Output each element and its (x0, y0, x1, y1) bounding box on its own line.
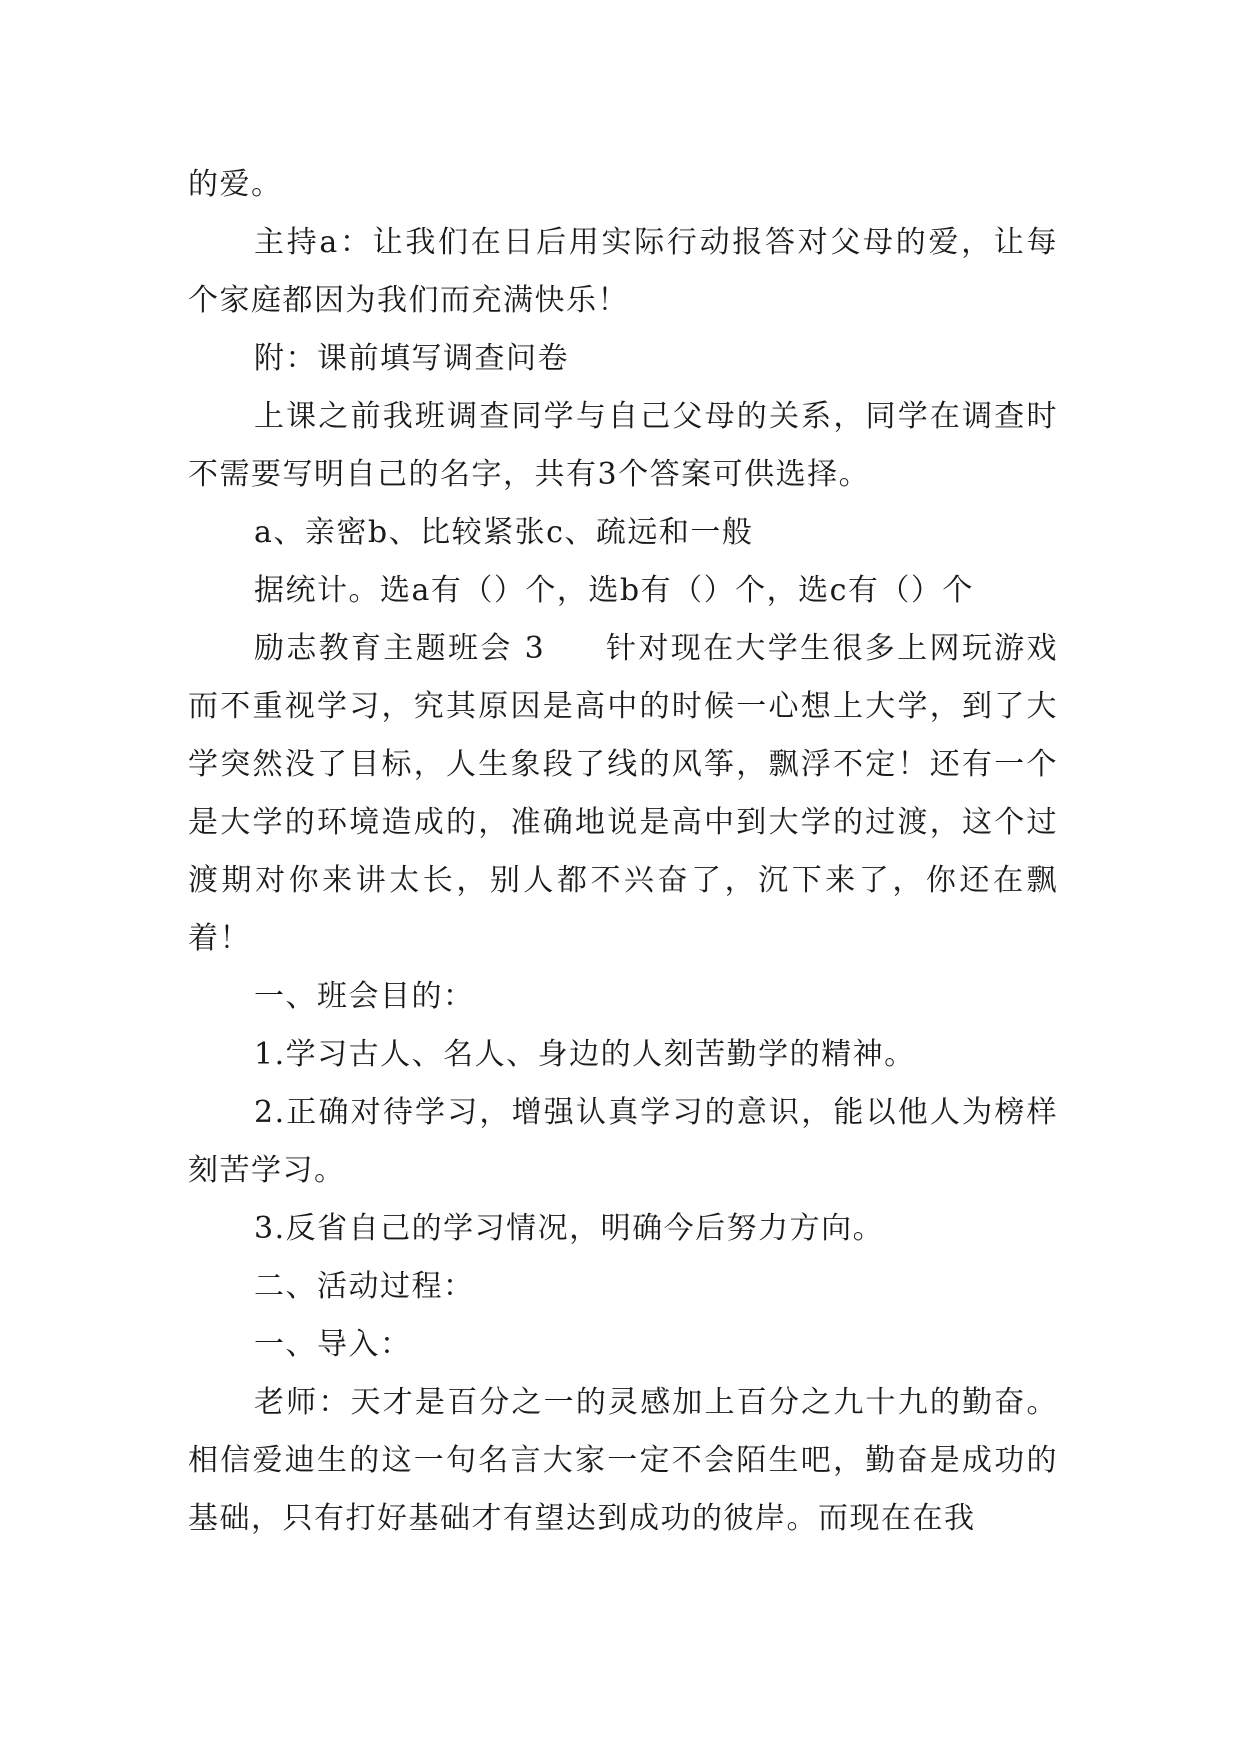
paragraph-10: 3.反省自己的学习情况，明确今后努力方向。 (254, 1211, 885, 1246)
document-page (188, 156, 1058, 1548)
paragraph-0: 的爱。 (188, 167, 283, 202)
paragraph-11: 二、活动过程： (254, 1269, 475, 1304)
paragraph-9: 2.正确对待学习，增强认真学习的意识，能以他人为榜样刻苦学习。 (188, 1095, 1058, 1188)
section-body: 针对现在大学生很多上网玩游戏而不重视学习，究其原因是高中的时候一心想上大学，到了大学突然没了目标，人生象段了线的风筝，飘浮不定！还有一个是大学的环境造成的，准确地说是高中到大学的过渡，这个过渡期对你来讲太长，别人都不兴奋了，沉下来了，你还在飘着！ (188, 631, 1059, 956)
paragraph-1: 主持a：让我们在日后用实际行动报答对父母的爱，让每个家庭都因为我们而充满快乐！ (188, 225, 1058, 318)
section-heading: 励志教育主题班会 3 (254, 631, 546, 666)
paragraph-5: 据统计。选a有（）个，选b有（）个，选c有（）个 (254, 573, 974, 608)
paragraph-3: 上课之前我班调查同学与自己父母的关系，同学在调查时不需要写明自己的名字，共有3个答案可供选择。 (188, 399, 1058, 492)
paragraph-8: 1.学习古人、名人、身边的人刻苦勤学的精神。 (254, 1037, 916, 1072)
paragraph-7: 一、班会目的： (254, 979, 475, 1014)
paragraph-13: 老师：天才是百分之一的灵感加上百分之九十九的勤奋。相信爱迪生的这一句名言大家一定不会陌生吧，勤奋是成功的基础，只有打好基础才有望达到成功的彼岸。而现在在我 (188, 1385, 1058, 1536)
paragraph-6 (188, 620, 1058, 968)
paragraph-12: 一、导入： (254, 1327, 412, 1362)
paragraph-2: 附：课前填写调查问卷 (254, 341, 569, 376)
paragraph-4: a、亲密b、比较紧张c、疏远和一般 (254, 515, 754, 550)
